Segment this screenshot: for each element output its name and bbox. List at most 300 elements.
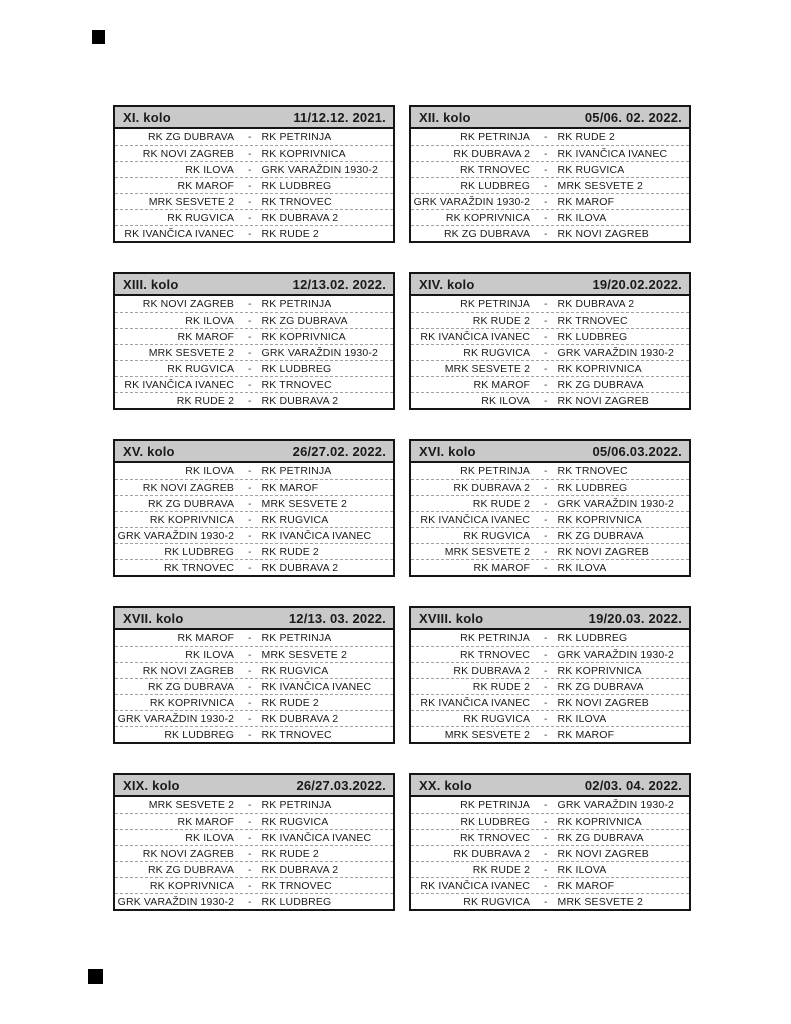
home-team: RK IVANČICA IVANEC <box>420 879 531 892</box>
match-row <box>115 813 393 829</box>
match-row <box>115 129 393 145</box>
home-team: RK IVANČICA IVANEC <box>420 330 531 343</box>
match-separator: - <box>543 561 548 574</box>
round-date: 19/20.02.2022. <box>592 276 682 292</box>
match-separator: - <box>247 545 252 558</box>
home-team: GRK VARAŽDIN 1930-2 <box>117 529 235 542</box>
home-team: RK PETRINJA <box>460 465 531 477</box>
match-separator: - <box>247 497 252 510</box>
match-separator: - <box>247 863 252 876</box>
home-team: RK RUDE 2 <box>472 314 531 327</box>
match-separator: - <box>543 314 548 327</box>
home-team: RK MAROF <box>177 330 235 343</box>
match-row <box>115 296 393 312</box>
away-team: RK RUDE 2 <box>261 227 319 240</box>
match-separator: - <box>247 131 252 143</box>
away-team: RK MAROF <box>557 879 615 892</box>
match-separator: - <box>543 481 548 494</box>
match-separator: - <box>543 346 548 359</box>
home-team: RK MAROF <box>177 815 235 828</box>
round-table <box>409 105 691 243</box>
home-team: RK RUGVICA <box>463 529 531 542</box>
match-separator: - <box>543 680 548 693</box>
match-separator: - <box>247 513 252 526</box>
away-team: RK MAROF <box>261 481 319 494</box>
home-team: RK IVANČICA IVANEC <box>420 696 531 709</box>
match-separator: - <box>543 298 548 310</box>
match-row <box>411 312 689 328</box>
round-table <box>113 439 395 577</box>
match-row <box>115 710 393 726</box>
match-separator: - <box>247 815 252 828</box>
home-team: RK KOPRIVNICA <box>149 696 235 709</box>
match-separator: - <box>543 394 548 407</box>
home-team: RK RUDE 2 <box>472 863 531 876</box>
match-separator: - <box>543 513 548 526</box>
home-team: RK NOVI ZAGREB <box>142 481 235 494</box>
away-team: RK NOVI ZAGREB <box>557 847 649 860</box>
home-team: RK ILOVA <box>185 831 235 844</box>
match-row <box>115 662 393 678</box>
away-team: RK PETRINJA <box>261 298 332 310</box>
away-team: GRK VARAŽDIN 1930-2 <box>557 497 674 510</box>
home-team: RK IVANČICA IVANEC <box>124 227 235 240</box>
match-rows <box>411 630 689 742</box>
match-row <box>411 360 689 376</box>
home-team: RK TRNOVEC <box>459 648 531 661</box>
match-row <box>411 225 689 241</box>
match-rows <box>115 296 393 408</box>
round-table <box>409 606 691 744</box>
home-team: RK MAROF <box>473 378 531 391</box>
away-team: RK IVANČICA IVANEC <box>261 831 372 844</box>
match-separator: - <box>543 863 548 876</box>
match-separator: - <box>247 227 252 240</box>
match-separator: - <box>247 680 252 693</box>
match-row <box>411 877 689 893</box>
match-row <box>411 177 689 193</box>
home-team: RK ILOVA <box>185 465 235 477</box>
home-team: RK MAROF <box>473 561 531 574</box>
away-team: RK MAROF <box>557 195 615 208</box>
away-team: RK ILOVA <box>557 561 607 574</box>
match-row <box>411 463 689 479</box>
home-team: RK ZG DUBRAVA <box>147 863 235 876</box>
match-separator: - <box>543 632 548 644</box>
away-team: RK TRNOVEC <box>261 378 332 391</box>
match-row <box>115 726 393 742</box>
round-title: XII. kolo <box>419 109 471 125</box>
match-separator: - <box>543 712 548 725</box>
round-header <box>411 274 689 296</box>
round-header <box>411 775 689 797</box>
away-team: RK ZG DUBRAVA <box>261 314 348 327</box>
match-row <box>115 193 393 209</box>
round-header <box>115 775 393 797</box>
away-team: RK LUDBREG <box>261 362 332 375</box>
away-team: RK LUDBREG <box>261 895 332 908</box>
away-team: MRK SESVETE 2 <box>261 497 347 510</box>
match-separator: - <box>247 179 252 192</box>
round-title: XVI. kolo <box>419 443 476 459</box>
scan-mark-top-square <box>92 30 105 44</box>
home-team: RK ZG DUBRAVA <box>147 680 235 693</box>
away-team: RK DUBRAVA 2 <box>261 863 339 876</box>
away-team: RK MAROF <box>557 728 615 741</box>
match-separator: - <box>543 497 548 510</box>
home-team: RK LUDBREG <box>460 815 531 828</box>
match-separator: - <box>247 664 252 677</box>
match-separator: - <box>247 378 252 391</box>
away-team: GRK VARAŽDIN 1930-2 <box>557 648 674 661</box>
match-row <box>411 209 689 225</box>
match-row <box>411 129 689 145</box>
match-separator: - <box>247 346 252 359</box>
match-separator: - <box>247 847 252 860</box>
away-team: RK ILOVA <box>557 863 607 876</box>
match-row <box>411 893 689 909</box>
round-date: 26/27.03.2022. <box>296 777 386 793</box>
match-row <box>411 543 689 559</box>
match-separator: - <box>247 831 252 844</box>
home-team: RK RUGVICA <box>463 712 531 725</box>
match-separator: - <box>247 879 252 892</box>
match-row <box>411 694 689 710</box>
match-separator: - <box>543 195 548 208</box>
away-team: RK ZG DUBRAVA <box>557 378 644 391</box>
home-team: RK PETRINJA <box>460 632 531 644</box>
match-row <box>411 646 689 662</box>
away-team: RK NOVI ZAGREB <box>557 394 649 407</box>
home-team: RK RUDE 2 <box>472 497 531 510</box>
round-table <box>113 105 395 243</box>
match-row <box>411 813 689 829</box>
away-team: RK RUGVICA <box>261 664 329 677</box>
match-row <box>115 209 393 225</box>
home-team: RK NOVI ZAGREB <box>142 298 235 310</box>
match-row <box>411 193 689 209</box>
away-team: RK TRNOVEC <box>557 314 628 327</box>
round-title: XX. kolo <box>419 777 472 793</box>
match-row <box>411 829 689 845</box>
match-row <box>411 328 689 344</box>
home-team: RK NOVI ZAGREB <box>142 147 235 160</box>
away-team: RK LUDBREG <box>557 632 628 644</box>
match-row <box>115 392 393 408</box>
match-separator: - <box>543 847 548 860</box>
home-team: MRK SESVETE 2 <box>148 195 235 208</box>
round-title: XVII. kolo <box>123 610 184 626</box>
away-team: RK TRNOVEC <box>557 465 628 477</box>
match-separator: - <box>247 330 252 343</box>
match-separator: - <box>543 648 548 661</box>
away-team: RK TRNOVEC <box>261 879 332 892</box>
match-separator: - <box>543 696 548 709</box>
match-rows <box>411 797 689 909</box>
match-separator: - <box>543 799 548 811</box>
match-row <box>115 495 393 511</box>
home-team: RK PETRINJA <box>460 799 531 811</box>
round-date: 12/13. 03. 2022. <box>288 610 386 626</box>
round-date: 19/20.03. 2022. <box>588 610 682 626</box>
match-row <box>411 559 689 575</box>
home-team: RK KOPRIVNICA <box>149 513 235 526</box>
home-team: RK PETRINJA <box>460 298 531 310</box>
home-team: RK NOVI ZAGREB <box>142 664 235 677</box>
match-row <box>411 296 689 312</box>
match-separator: - <box>543 895 548 908</box>
match-row <box>115 376 393 392</box>
home-team: MRK SESVETE 2 <box>444 545 531 558</box>
match-row <box>115 543 393 559</box>
home-team: RK LUDBREG <box>164 545 235 558</box>
away-team: MRK SESVETE 2 <box>557 179 643 192</box>
match-separator: - <box>543 179 548 192</box>
round-header <box>411 441 689 463</box>
match-separator: - <box>247 481 252 494</box>
match-row <box>411 527 689 543</box>
match-separator: - <box>543 378 548 391</box>
match-row <box>115 312 393 328</box>
home-team: MRK SESVETE 2 <box>148 799 235 811</box>
match-row <box>115 630 393 646</box>
match-row <box>411 511 689 527</box>
away-team: GRK VARAŽDIN 1930-2 <box>557 346 674 359</box>
home-team: RK KOPRIVNICA <box>445 211 531 224</box>
away-team: RK ILOVA <box>557 211 607 224</box>
round-header <box>115 274 393 296</box>
home-team: RK RUGVICA <box>167 211 235 224</box>
match-row <box>115 511 393 527</box>
match-row <box>115 829 393 845</box>
away-team: GRK VARAŽDIN 1930-2 <box>557 799 674 811</box>
match-separator: - <box>247 147 252 160</box>
away-team: RK RUDE 2 <box>261 545 319 558</box>
home-team: RK RUDE 2 <box>176 394 235 407</box>
match-row <box>115 344 393 360</box>
match-row <box>411 630 689 646</box>
home-team: RK ILOVA <box>185 314 235 327</box>
match-row <box>411 662 689 678</box>
match-row <box>411 710 689 726</box>
away-team: RK NOVI ZAGREB <box>557 545 649 558</box>
match-row <box>411 678 689 694</box>
home-team: MRK SESVETE 2 <box>444 728 531 741</box>
round-title: XVIII. kolo <box>419 610 484 626</box>
round-header <box>115 441 393 463</box>
match-row <box>115 559 393 575</box>
match-row <box>115 646 393 662</box>
match-separator: - <box>543 879 548 892</box>
round-date: 11/12.12. 2021. <box>293 109 386 125</box>
away-team: RK TRNOVEC <box>261 728 332 741</box>
match-separator: - <box>543 664 548 677</box>
round-title: XIII. kolo <box>123 276 179 292</box>
away-team: RK DUBRAVA 2 <box>557 298 635 310</box>
match-row <box>411 145 689 161</box>
match-row <box>115 527 393 543</box>
away-team: RK NOVI ZAGREB <box>557 227 649 240</box>
away-team: RK ZG DUBRAVA <box>557 831 644 844</box>
match-separator: - <box>543 131 548 143</box>
round-header <box>115 107 393 129</box>
match-separator: - <box>247 728 252 741</box>
match-row <box>115 694 393 710</box>
round-title: XIV. kolo <box>419 276 475 292</box>
home-team: RK RUGVICA <box>463 346 531 359</box>
away-team: RK LUDBREG <box>557 330 628 343</box>
match-row <box>411 861 689 877</box>
match-separator: - <box>543 465 548 477</box>
home-team: RK IVANČICA IVANEC <box>124 378 235 391</box>
round-table <box>113 606 395 744</box>
match-separator: - <box>247 362 252 375</box>
home-team: RK DUBRAVA 2 <box>453 481 531 494</box>
home-team: GRK VARAŽDIN 1930-2 <box>413 195 531 208</box>
home-team: RK MAROF <box>177 632 235 644</box>
away-team: RK KOPRIVNICA <box>261 330 346 343</box>
rounds-schedule-grid <box>113 105 691 911</box>
match-rows <box>115 630 393 742</box>
match-separator: - <box>543 545 548 558</box>
match-row <box>411 845 689 861</box>
match-separator: - <box>247 211 252 224</box>
match-rows <box>115 463 393 575</box>
away-team: RK PETRINJA <box>261 465 332 477</box>
round-date: 26/27.02. 2022. <box>292 443 386 459</box>
match-separator: - <box>543 362 548 375</box>
match-row <box>411 392 689 408</box>
home-team: RK ZG DUBRAVA <box>147 497 235 510</box>
match-rows <box>411 463 689 575</box>
round-title: XV. kolo <box>123 443 175 459</box>
away-team: RK KOPRIVNICA <box>557 513 642 526</box>
round-header <box>411 608 689 630</box>
match-row <box>411 344 689 360</box>
match-separator: - <box>543 831 548 844</box>
match-row <box>115 861 393 877</box>
away-team: RK RUDE 2 <box>261 696 319 709</box>
round-title: XIX. kolo <box>123 777 180 793</box>
home-team: RK NOVI ZAGREB <box>142 847 235 860</box>
match-separator: - <box>247 394 252 407</box>
match-separator: - <box>543 163 548 176</box>
home-team: RK ILOVA <box>185 648 235 661</box>
match-rows <box>115 797 393 909</box>
home-team: RK LUDBREG <box>460 179 531 192</box>
home-team: GRK VARAŽDIN 1930-2 <box>117 712 235 725</box>
away-team: RK KOPRIVNICA <box>261 147 346 160</box>
match-row <box>115 845 393 861</box>
match-separator: - <box>247 314 252 327</box>
round-header <box>115 608 393 630</box>
away-team: RK RUDE 2 <box>557 131 615 143</box>
match-separator: - <box>543 330 548 343</box>
match-separator: - <box>247 632 252 644</box>
match-separator: - <box>247 529 252 542</box>
away-team: RK KOPRIVNICA <box>557 815 642 828</box>
match-separator: - <box>247 712 252 725</box>
away-team: RK RUGVICA <box>261 513 329 526</box>
away-team: RK PETRINJA <box>261 131 332 143</box>
home-team: GRK VARAŽDIN 1930-2 <box>117 895 235 908</box>
match-row <box>411 726 689 742</box>
match-rows <box>115 129 393 241</box>
away-team: RK LUDBREG <box>261 179 332 192</box>
match-row <box>411 495 689 511</box>
match-separator: - <box>247 195 252 208</box>
round-table <box>409 439 691 577</box>
home-team: RK DUBRAVA 2 <box>453 147 531 160</box>
match-separator: - <box>543 211 548 224</box>
match-separator: - <box>247 465 252 477</box>
home-team: RK TRNOVEC <box>163 561 235 574</box>
away-team: RK RUGVICA <box>261 815 329 828</box>
home-team: MRK SESVETE 2 <box>148 346 235 359</box>
match-row <box>115 678 393 694</box>
match-row <box>115 463 393 479</box>
away-team: RK DUBRAVA 2 <box>261 712 339 725</box>
away-team: RK DUBRAVA 2 <box>261 211 339 224</box>
home-team: RK KOPRIVNICA <box>149 879 235 892</box>
round-title: XI. kolo <box>123 109 171 125</box>
home-team: RK ILOVA <box>481 394 531 407</box>
round-table <box>409 272 691 410</box>
match-row <box>115 161 393 177</box>
match-row <box>411 161 689 177</box>
home-team: RK TRNOVEC <box>459 163 531 176</box>
scan-mark-bottom-square <box>88 969 103 984</box>
match-separator: - <box>247 895 252 908</box>
round-header <box>411 107 689 129</box>
home-team: RK LUDBREG <box>164 728 235 741</box>
away-team: RK ILOVA <box>557 712 607 725</box>
home-team: RK ZG DUBRAVA <box>147 131 235 143</box>
round-date: 02/03. 04. 2022. <box>584 777 682 793</box>
match-row <box>115 877 393 893</box>
match-row <box>115 360 393 376</box>
away-team: RK ZG DUBRAVA <box>557 529 644 542</box>
match-row <box>115 893 393 909</box>
home-team: RK RUGVICA <box>167 362 235 375</box>
away-team: RK IVANČICA IVANEC <box>261 680 372 693</box>
home-team: RK MAROF <box>177 179 235 192</box>
match-separator: - <box>543 147 548 160</box>
match-row <box>115 225 393 241</box>
match-rows <box>411 296 689 408</box>
home-team: RK PETRINJA <box>460 131 531 143</box>
home-team: RK ZG DUBRAVA <box>443 227 531 240</box>
home-team: MRK SESVETE 2 <box>444 362 531 375</box>
away-team: RK IVANČICA IVANEC <box>261 529 372 542</box>
match-row <box>411 376 689 392</box>
round-table <box>113 272 395 410</box>
match-row <box>115 177 393 193</box>
away-team: RK RUDE 2 <box>261 847 319 860</box>
away-team: RK PETRINJA <box>261 632 332 644</box>
match-separator: - <box>247 696 252 709</box>
away-team: RK IVANČICA IVANEC <box>557 147 668 160</box>
match-separator: - <box>247 163 252 176</box>
round-date: 05/06. 02. 2022. <box>584 109 682 125</box>
match-separator: - <box>247 561 252 574</box>
away-team: RK DUBRAVA 2 <box>261 394 339 407</box>
home-team: RK RUGVICA <box>463 895 531 908</box>
match-separator: - <box>543 728 548 741</box>
match-row <box>115 328 393 344</box>
round-table <box>409 773 691 911</box>
away-team: RK DUBRAVA 2 <box>261 561 339 574</box>
